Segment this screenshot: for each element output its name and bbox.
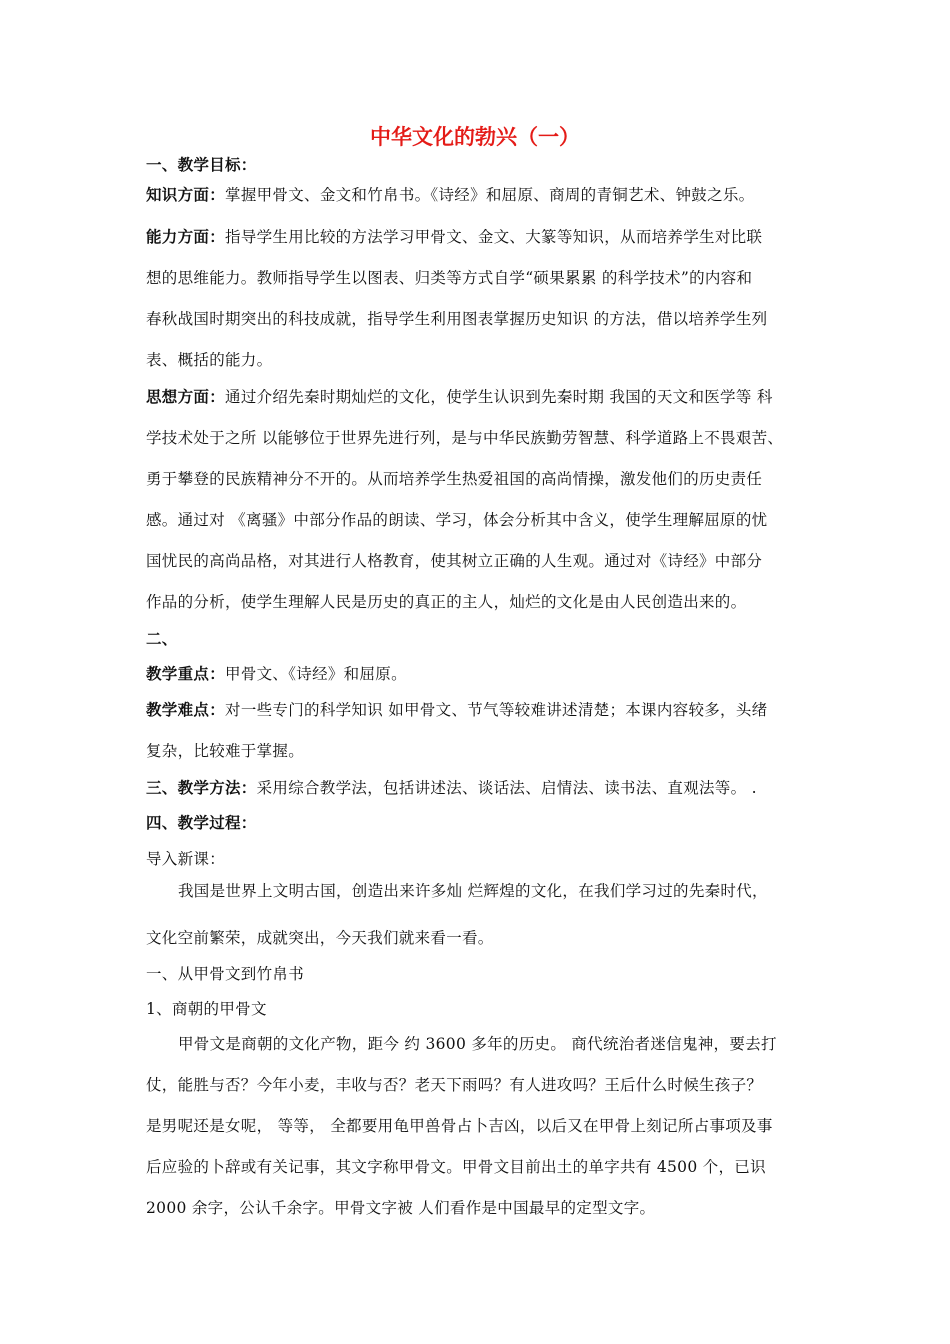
ability-text: 指导学生用比较的方法学习甲骨文、金文、大篆等知识，从而培养学生对比联: [225, 228, 763, 246]
ability-line-1: [146, 225, 826, 247]
oracle-line-3: 是男呢还是女呢， 等等， 全都要用龟甲兽骨占卜吉凶，以后又在甲骨上刻记所占事项及事: [146, 1117, 773, 1135]
section-objectives-heading: 一、教学目标：: [146, 156, 257, 174]
ability-line-2: 想的思维能力。教师指导学生以图表、归类等方式自学“硕果累累 的科学技术”的内容和: [146, 269, 753, 287]
thought-line-2: 学技术处于之所 以能够位于世界先进行列，是与中华民族勤劳智慧、科学道路上不畏艰苦、: [146, 429, 784, 447]
intro-line-2: 文化空前繁荣，成就突出，今天我们就来看一看。: [146, 929, 494, 947]
thought-text: 通过介绍先秦时期灿烂的文化，使学生认识到先秦时期 我国的天文和医学等 科: [225, 388, 773, 406]
thought-line-5: 国忧民的高尚品格，对其进行人格教育，使其树立正确的人生观。通过对《诗经》中部分: [146, 552, 763, 570]
key-point-paragraph: [146, 662, 826, 684]
thought-line-6: 作品的分析，使学生理解人民是历史的真正的主人，灿烂的文化是由人民创造出来的。: [146, 593, 747, 611]
oracle-line-5: 2000 余字，公认千余字。甲骨文字被 人们看作是中国最早的定型文字。: [146, 1199, 656, 1217]
oracle-line-2: 仗，能胜与否？今年小麦，丰收与否？老天下雨吗？有人进攻吗？王后什么时候生孩子？: [146, 1076, 763, 1094]
section-two-heading: 二、: [146, 630, 178, 648]
ability-line-4: 表、概括的能力。: [146, 351, 273, 369]
difficulty-line-2: 复杂，比较难于掌握。: [146, 742, 305, 760]
knowledge-text: 掌握甲骨文、金文和竹帛书。《诗经》和屈原、商周的青铜艺术、钟鼓之乐。: [225, 186, 755, 204]
intro-label: 导入新课：: [146, 850, 226, 868]
difficulty-line-1: [146, 698, 826, 720]
ability-line-3: 春秋战国时期突出的科技成就，指导学生利用图表掌握历史知识 的方法，借以培养学生列: [146, 310, 768, 328]
part-one-heading: 一、从甲骨文到竹帛书: [146, 965, 305, 983]
oracle-line-1: 甲骨文是商朝的文化产物，距今 约 3600 多年的历史。 商代统治者迷信鬼神，要去打: [178, 1035, 777, 1053]
ability-label: 能力方面：: [146, 228, 226, 246]
thought-label: 思想方面：: [146, 388, 226, 406]
thought-line-4: 感。通过对 《离骚》中部分作品的朗读、学习，体会分析其中含义，使学生理解屈原的忧: [146, 511, 768, 529]
key-point-text: 甲骨文、《诗经》和屈原。: [225, 665, 407, 683]
method-paragraph: [146, 776, 826, 798]
document-title: 中华文化的勃兴（一）: [370, 125, 580, 149]
thought-line-3: 勇于攀登的民族精神分不开的。从而培养学生热爱祖国的高尚情操，激发他们的历史责任: [146, 470, 763, 488]
oracle-line-4: 后应验的卜辞或有关记事，其文字称甲骨文。甲骨文目前出土的单字共有 4500 个，已识: [146, 1158, 766, 1176]
thought-line-1: [146, 385, 826, 407]
section-process-heading: 四、教学过程：: [146, 814, 257, 832]
intro-line-1: 我国是世界上文明古国，创造出来许多灿 烂辉煌的文化，在我们学习过的先秦时代，: [178, 882, 768, 900]
difficulty-text: 对一些专门的科学知识 如甲骨文、节气等较难讲述清楚；本课内容较多，头绪: [225, 701, 768, 719]
knowledge-paragraph: [146, 183, 826, 205]
key-point-label: 教学重点：: [146, 665, 226, 683]
method-label: 三、教学方法：: [146, 779, 257, 797]
knowledge-label: 知识方面：: [146, 186, 226, 204]
method-text: 采用综合教学法，包括讲述法、谈话法、启情法、读书法、直观法等。 .: [256, 779, 757, 797]
sub-one-heading: 1、商朝的甲骨文: [146, 1000, 267, 1018]
difficulty-label: 教学难点：: [146, 701, 226, 719]
